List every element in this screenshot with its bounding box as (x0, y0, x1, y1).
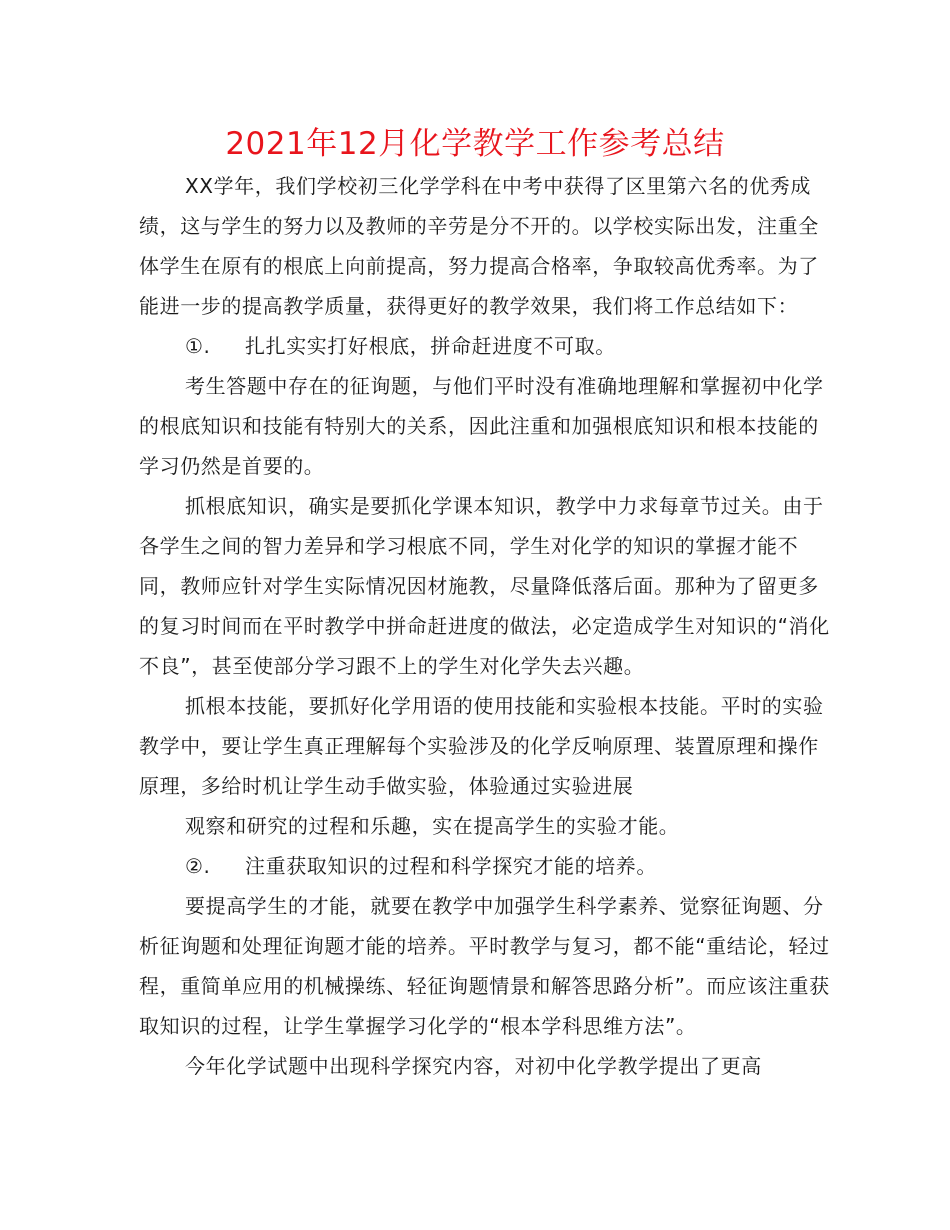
section-number-1: ①. (185, 334, 211, 358)
section-number-2: ②. (185, 854, 211, 878)
section-heading-2 (139, 846, 834, 886)
paragraph-exam-issues: 考生答题中存在的征询题，与他们平时没有准确地理解和掌握初中化学的根底知识和技能有特别大的关系，因此注重和加强根底知识和根本技能的学习仍然是首要的。 (139, 374, 824, 478)
document-body (139, 166, 834, 1086)
section-heading-text-1: 扎扎实实打好根底，拼命赶进度不可取。 (245, 334, 616, 358)
section-heading-text-2: 注重获取知识的过程和科学探究才能的培养。 (245, 854, 657, 878)
intro-paragraph: XX学年，我们学校初三化学学科在中考中获得了区里第六名的优秀成绩，这与学生的努力以及教师的辛劳是分不开的。以学校实际出发，注重全体学生在原有的根底上向前提高，努力提高合格率，争取较高优秀率。为了能进一步的提高教学质量，获得更好的教学效果，我们将工作总结如下： (139, 174, 819, 318)
paragraph-inquiry: 今年化学试题中出现科学探究内容，对初中化学教学提出了更高 (185, 1054, 762, 1078)
document-title: 2021年12月化学教学工作参考总结 (225, 126, 725, 162)
paragraph-basic-knowledge: 抓根底知识，确实是要抓化学课本知识，教学中力求每章节过关。由于各学生之间的智力差异和学习根底不同，学生对化学的知识的掌握才能不同，教师应针对学生实际情况因材施教，尽量降低落后面。那种为了留更多的复习时间而在平时教学中拼命赶进度的做法，必定造成学生对知识的“消化不良”，甚至使部分学习跟不上的学生对化学失去兴趣。 (139, 494, 830, 678)
paragraph-ability-training: 要提高学生的才能，就要在教学中加强学生科学素养、觉察征询题、分析征询题和处理征询题才能的培养。平时教学与复习，都不能“重结论，轻过程，重简单应用的机械操练、轻征询题情景和解答思路分析”。而应该注重获取知识的过程，让学生掌握学习化学的“根本学科思维方法”。 (139, 894, 830, 1038)
paragraph-experiment-continuation: 观察和研究的过程和乐趣，实在提高学生的实验才能。 (185, 814, 680, 838)
section-heading-1 (139, 326, 834, 366)
paragraph-basic-skills: 抓根本技能，要抓好化学用语的使用技能和实验根本技能。平时的实验教学中，要让学生真正理解每个实验涉及的化学反响原理、装置原理和操作原理，多给时机让学生动手做实验，体验通过实验进展 (139, 694, 824, 798)
